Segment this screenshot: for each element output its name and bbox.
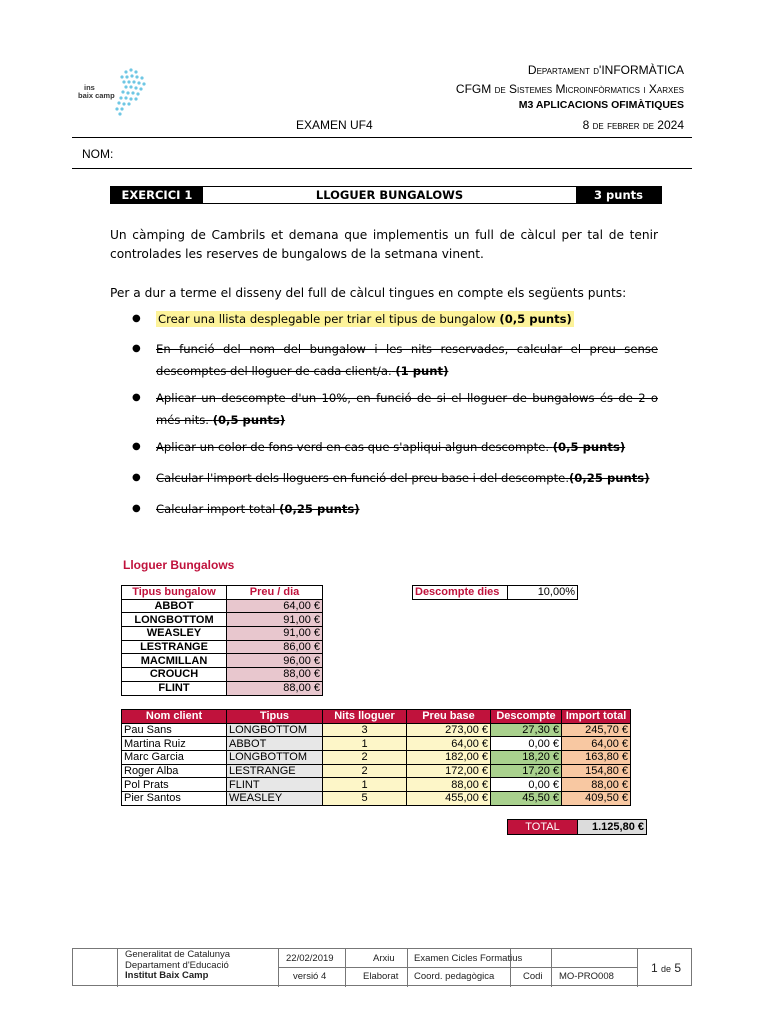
- table-row: FLINT 88,00 €: [122, 681, 323, 695]
- name-divider: [72, 168, 692, 169]
- task-item: ● En funció del nom del bungalow i les nits reservades, calcular el preu sense descomptes del lloguer de cada client/a. (1 punt): [132, 342, 658, 378]
- prices-table: [121, 585, 323, 696]
- column-header: Descompte: [491, 710, 562, 724]
- footer-version: versió 4: [293, 971, 327, 982]
- discount-table: [412, 585, 578, 600]
- exercise-points: 3 punts: [576, 187, 661, 203]
- table-row: Martina Ruiz ABBOT 1 64,00 € 0,00 € 64,00 €: [122, 737, 631, 751]
- column-header: Import total: [562, 710, 631, 724]
- task-item: ● Aplicar un descompte d'un 10%, en funció de si el lloguer de bungalows és de 2 o més nits. (0,5 punts): [132, 391, 658, 427]
- table-row: Pol Prats FLINT 1 88,00 € 0,00 € 88,00 €: [122, 778, 631, 792]
- column-header: Preu base: [407, 710, 491, 724]
- table-row: Pier Santos WEASLEY 5 455,00 € 45,50 € 409,50 €: [122, 792, 631, 806]
- table-row: ABBOT 64,00 €: [122, 599, 323, 613]
- exercise-bar: [110, 186, 662, 204]
- total-value: 1.125,80 €: [578, 820, 647, 835]
- footer-date: 22/02/2019: [286, 953, 334, 964]
- intro-paragraph: Un càmping de Cambrils et demana que implementis un full de càlcul per tal de tenir controlades les reserves de bungalows de la setmana vinent.: [110, 228, 658, 261]
- module: M3 APLICACIONS OFIMÀTIQUES: [518, 99, 684, 111]
- discount-value: 10,00%: [508, 586, 578, 600]
- column-header: Tipus bungalow: [122, 586, 227, 600]
- table-row: LESTRANGE 86,00 €: [122, 640, 323, 654]
- table-row: WEASLEY 91,00 €: [122, 627, 323, 641]
- discount-label: Descompte dies: [413, 586, 508, 600]
- exercise-title: LLOGUER BUNGALOWS: [315, 188, 464, 202]
- cycle: CFGM de Sistemes Microinfòrmatics i Xarxes: [455, 82, 684, 96]
- logo-text: ins baix camp: [78, 83, 115, 100]
- table-row: MACMILLAN 96,00 €: [122, 654, 323, 668]
- footer-coord: Coord. pedagògica: [414, 971, 495, 982]
- footer-arxiu-label: Arxiu: [373, 953, 395, 964]
- exam-date: 8 de febrer de 2024: [582, 118, 684, 132]
- column-header: Nom client: [122, 710, 227, 724]
- footer-codi-label: Codi: [523, 971, 543, 982]
- footer-elaborat-label: Elaborat: [363, 971, 399, 982]
- table-row: CROUCH 88,00 €: [122, 668, 323, 682]
- footer-doc: Examen Cicles Formatius: [414, 953, 523, 964]
- page-footer: [72, 948, 692, 986]
- task-item: ● Aplicar un color de fons verd en cas que s'apliqui algun descompte. (0,5 punts): [132, 440, 626, 454]
- name-label: NOM:: [82, 147, 114, 161]
- bookings-table: [121, 709, 631, 806]
- table-row: Roger Alba LESTRANGE 2 172,00 € 17,20 € 154,80 €: [122, 764, 631, 778]
- column-header: Preu / dia: [227, 586, 323, 600]
- total-label: TOTAL: [508, 820, 578, 835]
- task-item: ● Calcular l'import dels lloguers en funció del preu base i del descompte.(0,25 punts): [132, 471, 650, 485]
- instructions-paragraph: Per a dur a terme el disseny del full de càlcul tingues en compte els següents punts:: [110, 286, 627, 300]
- footer-code: MO-PRO008: [559, 971, 614, 982]
- header-divider: [72, 137, 692, 138]
- page-number: 1 de 5: [651, 961, 682, 975]
- table-row: Marc Garcia LONGBOTTOM 2 182,00 € 18,20 € 163,80 €: [122, 751, 631, 765]
- column-header: Tipus: [227, 710, 323, 724]
- footer-org: Generalitat de Catalunya Departament d'Educació Institut Baix Camp: [125, 949, 231, 981]
- total-table: [507, 819, 647, 835]
- exercise-number: EXERCICI 1: [111, 187, 203, 203]
- task-item: ● Calcular import total (0,25 punts): [132, 502, 360, 516]
- department: Departament d'INFORMÀTICA: [527, 63, 684, 77]
- table-row: LONGBOTTOM 91,00 €: [122, 613, 323, 627]
- table-row: Pau Sans LONGBOTTOM 3 273,00 € 27,30 € 245,70 €: [122, 723, 631, 737]
- exam-title: EXAMEN UF4: [296, 118, 373, 132]
- column-header: Nits lloguer: [323, 710, 407, 724]
- sheet-title: Lloguer Bungalows: [123, 558, 235, 572]
- task-item: ● Crear una llista desplegable per triar el tipus de bungalow (0,5 punts): [132, 312, 572, 326]
